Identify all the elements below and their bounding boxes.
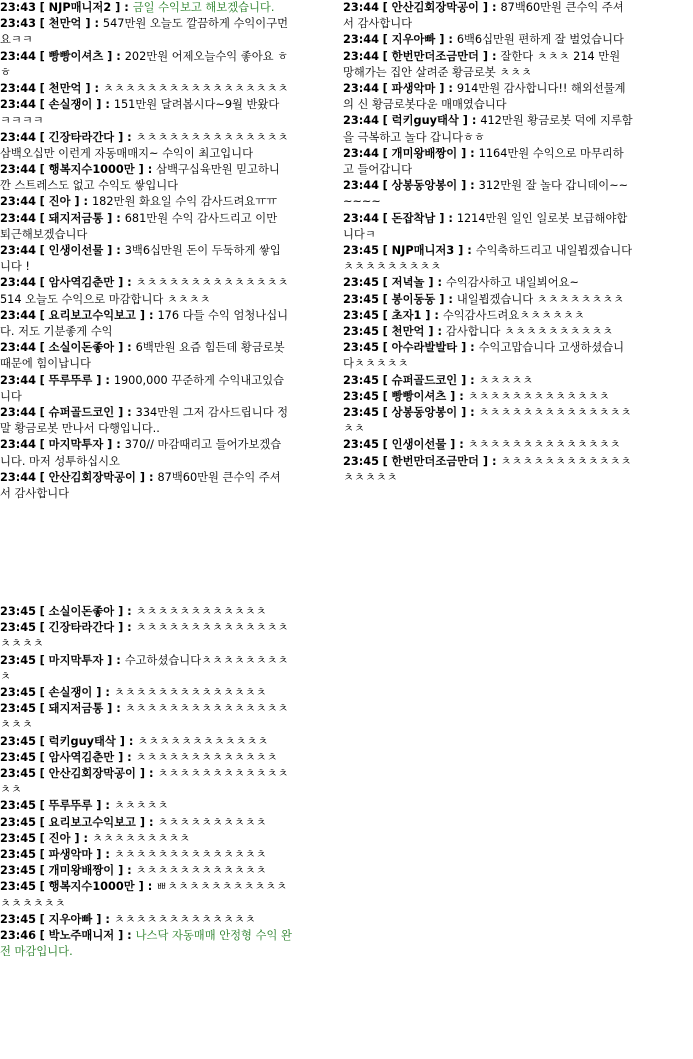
message-nickname: [ 손실쟁이 ] :	[40, 98, 114, 111]
chat-message	[343, 178, 633, 210]
message-nickname: [ 돼지저금통 ] :	[40, 702, 125, 715]
chat-message	[0, 81, 290, 97]
message-time: 23:44	[0, 244, 36, 258]
chat-message	[0, 847, 292, 863]
chat-message	[0, 685, 292, 701]
message-time: 23:44	[343, 114, 379, 128]
message-nickname: [ 암사역김춘만 ] :	[40, 751, 136, 764]
message-text: 151만원 달려봅시다~9월 반왔다ㅋㅋㅋㅋ	[0, 98, 280, 128]
message-nickname: [ 요리보고수익보고 ] :	[40, 309, 158, 322]
message-nickname: [ 손실쟁이 ] :	[40, 686, 114, 699]
message-time: 23:44	[0, 276, 36, 290]
message-nickname: [ 지우아빠 ] :	[383, 33, 457, 46]
message-text: 1900,000 꾸준하게 수익내고있습니다	[0, 373, 285, 403]
message-nickname: [ 소실이돈좋아 ] :	[40, 341, 136, 354]
message-time: 23:44	[0, 406, 36, 420]
message-text: ㅊㅊㅊㅊㅊㅊㅊㅊㅊㅊㅊㅊㅊ	[135, 750, 278, 764]
chat-message	[343, 243, 633, 275]
message-text: 6백6십만원 편하게 잘 벌었습니다	[456, 33, 624, 47]
chat-message	[343, 437, 633, 453]
message-time: 23:44	[343, 179, 379, 193]
message-text: 87백60만원 큰수익 주셔서 감사합니다	[0, 470, 281, 501]
chat-message	[0, 928, 292, 960]
chat-message	[0, 750, 292, 766]
message-nickname: [ 봉이동동 ] :	[383, 293, 457, 306]
message-text: ㅊㅊㅊㅊㅊㅊㅊㅊㅊㅊㅊㅊㅊㅊㅊㅊ	[343, 406, 632, 436]
message-nickname: [ 저녁놀 ] :	[383, 276, 446, 289]
message-nickname: [ 뚜루뚜루 ] :	[40, 374, 114, 387]
message-nickname: [ 천만억 ] :	[383, 325, 446, 338]
message-nickname: [ 요리보고수익보고 ] :	[40, 816, 158, 829]
message-nickname: [ 한번만더조금만더 ] :	[383, 455, 501, 468]
chat-message	[0, 798, 292, 814]
chat-message	[0, 405, 290, 437]
message-time: 23:45	[343, 308, 379, 322]
message-nickname: [ 행복지수1000만 ] :	[40, 163, 157, 176]
message-text: ㅊㅊㅊㅊㅊㅊㅊㅊㅊㅊㅊㅊㅊ	[113, 912, 256, 926]
message-text: 수익감사하고 내일뵈어요~	[445, 276, 580, 290]
message-nickname: [ 돈잡착남 ] :	[383, 212, 457, 225]
message-time: 23:45	[0, 864, 36, 878]
chat-message	[0, 815, 292, 831]
message-text: 수익고맙습니다 고생하셨습니다ㅊㅊㅊㅊㅊ	[343, 341, 625, 371]
message-time: 23:43	[0, 17, 36, 31]
message-nickname: [ NJP매니저3 ] :	[383, 244, 476, 257]
message-time: 23:45	[343, 276, 379, 290]
chat-message	[0, 243, 290, 275]
message-time: 23:44	[0, 195, 36, 209]
chat-message	[0, 604, 292, 620]
chat-panel-left	[0, 0, 290, 548]
message-nickname: [ 럭키guy태삭 ] :	[383, 114, 481, 127]
message-nickname: [ 진아 ] :	[40, 832, 92, 845]
message-time: 23:44	[343, 33, 379, 47]
message-nickname: [ 상봉동앙봉이 ] :	[383, 406, 479, 419]
chat-message	[0, 130, 290, 162]
message-nickname: [ 지우아빠 ] :	[40, 913, 114, 926]
message-text: 176 다들 수익 엄청나십니다. 저도 기분좋게 수익	[0, 308, 289, 339]
message-text: ㅊㅊㅊㅊㅊㅊㅊㅊㅊㅊㅊㅊㅊㅊㅊㅊㅊ	[343, 454, 632, 484]
message-nickname: [ 인생이선물 ] :	[40, 244, 125, 257]
message-text: 1164만원 수익으로 마무리하고 들어갑니다	[343, 146, 624, 177]
message-time: 23:45	[0, 815, 36, 829]
message-text: ㅊㅊㅊㅊㅊㅊㅊㅊㅊ	[91, 831, 191, 845]
message-nickname: [ 뚜루뚜루 ] :	[40, 799, 114, 812]
message-nickname: [ 안산김회장막공이 ] :	[40, 471, 158, 484]
message-text: 1214만원 일인 일로봇 보급해야합니다ㅋ	[343, 211, 628, 241]
chat-panel-bottom	[0, 604, 292, 1059]
message-text: ㅊㅊㅊㅊㅊㅊㅊㅊㅊㅊㅊㅊ	[135, 864, 267, 878]
chat-message	[0, 162, 290, 194]
message-text: 202만원 어제오늘수익 좋아요 ㅎㅎ	[0, 49, 289, 79]
message-time: 23:44	[0, 211, 36, 225]
chat-message	[0, 97, 290, 129]
chat-message	[343, 49, 633, 81]
chat-message	[0, 194, 290, 210]
message-text: 334만원 그저 감사드립니다 정말 황금로봇 만나서 다행입니다..	[0, 406, 289, 436]
chat-message	[0, 912, 292, 928]
message-nickname: [ 천만억 ] :	[40, 17, 103, 30]
message-time: 23:45	[0, 767, 36, 781]
message-time: 23:45	[343, 406, 379, 420]
message-nickname: [ 한번만더조금만더 ] :	[383, 50, 501, 63]
message-text: ㅊㅊㅊㅊㅊㅊㅊㅊㅊㅊㅊㅊ	[137, 734, 269, 748]
chat-message	[343, 211, 633, 243]
chat-message	[0, 275, 290, 307]
message-time: 23:44	[0, 470, 36, 484]
message-nickname: [ NJP매니저2 ] :	[40, 1, 133, 14]
message-nickname: [ 개미왕배짱이 ] :	[40, 864, 136, 877]
message-text: ㅃㅊㅊㅊㅊㅊㅊㅊㅊㅊㅊㅊㅊㅊㅊㅊㅊㅊ	[0, 880, 288, 910]
message-nickname: [ 마지막투자 ] :	[40, 654, 125, 667]
chat-message	[0, 620, 292, 652]
chat-message	[0, 470, 290, 502]
message-time: 23:44	[343, 1, 379, 14]
chat-message	[0, 766, 292, 798]
chat-message	[0, 831, 292, 847]
chat-message	[0, 340, 290, 372]
message-nickname: [ 슈퍼골드코인 ] :	[383, 374, 479, 387]
message-nickname: [ 초자1 ] :	[383, 309, 443, 322]
message-nickname: [ 상봉동앙봉이 ] :	[383, 179, 479, 192]
chat-message	[0, 308, 290, 340]
message-nickname: [ 인생이선물 ] :	[383, 438, 468, 451]
message-nickname: [ 긴장타라간다 ] :	[40, 621, 136, 634]
message-time: 23:44	[343, 49, 379, 63]
message-text: 내일뵙겠습니다 ㅊㅊㅊㅊㅊㅊㅊㅊ	[456, 292, 625, 306]
message-nickname: [ 빵빵이셔츠 ] :	[383, 390, 468, 403]
message-time: 23:44	[343, 211, 379, 225]
message-time: 23:44	[0, 373, 36, 387]
message-time: 23:46	[0, 929, 36, 943]
chat-panel-right	[343, 0, 633, 548]
message-nickname: [ 암사역김춘만 ] :	[40, 276, 136, 289]
message-text: 3백6십만원 돈이 두둑하게 쌓입니다 !	[0, 244, 281, 274]
message-text: ㅊㅊㅊㅊㅊ	[113, 799, 169, 813]
message-time: 23:44	[0, 341, 36, 355]
message-text: ㅊㅊㅊㅊㅊㅊㅊㅊㅊㅊㅊㅊㅊㅊ	[467, 438, 621, 452]
message-nickname: [ 안산김회장막공이 ] :	[40, 767, 158, 780]
message-text: 수익축하드리고 내일뵙겠습니다 ㅊㅊㅊㅊㅊㅊㅊㅊㅊ	[343, 244, 633, 274]
message-text: 6백만원 요즘 힘든데 황금로봇 때문에 힘이납니다	[0, 341, 285, 371]
message-nickname: [ 행복지수1000만 ] :	[40, 880, 157, 893]
message-text: 삼백구십육만원 믿고하니깐 스트레스도 없고 수익도 쌓입니다	[0, 163, 280, 193]
message-time: 23:45	[343, 389, 379, 403]
message-text: ㅊㅊㅊㅊㅊㅊㅊㅊㅊㅊㅊㅊㅊ	[467, 389, 610, 403]
message-text: 87백60만원 큰수익 주셔서 감사합니다	[343, 1, 624, 31]
message-text: 681만원 수익 감사드리고 이만 퇴근해보겠습니다	[0, 211, 278, 241]
message-time: 23:45	[343, 341, 379, 355]
chat-message	[343, 146, 633, 178]
message-text: ㅊㅊㅊㅊㅊㅊㅊㅊㅊㅊㅊㅊㅊㅊㅊㅊㅊ	[102, 82, 289, 96]
chat-message	[343, 454, 633, 486]
message-time: 23:43	[0, 1, 36, 14]
message-nickname: [ 안산김회장막공이 ] :	[383, 1, 501, 14]
message-nickname: [ 천만억 ] :	[40, 82, 103, 95]
chat-message	[0, 16, 290, 48]
message-time: 23:45	[0, 605, 36, 618]
chat-message	[0, 701, 292, 733]
message-nickname: [ 긴장타라간다 ] :	[40, 131, 136, 144]
chat-message	[343, 0, 633, 32]
chat-message	[0, 373, 290, 405]
message-text: 감사합니다 ㅊㅊㅊㅊㅊㅊㅊㅊㅊㅊ	[445, 325, 614, 339]
message-text: 수고하셨습니다ㅊㅊㅊㅊㅊㅊㅊㅊㅊ	[0, 653, 289, 683]
chat-message	[343, 308, 633, 324]
message-nickname: [ 슈퍼골드코인 ] :	[40, 406, 136, 419]
chat-message	[343, 340, 633, 372]
message-nickname: [ 마지막투자 ] :	[40, 438, 125, 451]
message-text: 수익감사드려요ㅊㅊㅊㅊㅊㅊ	[442, 308, 585, 322]
chat-message	[343, 292, 633, 308]
message-time: 23:45	[0, 686, 36, 700]
chat-message	[0, 0, 290, 16]
message-time: 23:45	[343, 244, 379, 258]
chat-message	[343, 389, 633, 405]
message-time: 23:44	[0, 438, 36, 452]
message-text: 182만원 화요일 수익 감사드려요ㅠㅠ	[91, 195, 278, 209]
message-time: 23:44	[0, 130, 36, 144]
message-text: ㅊㅊㅊㅊㅊ	[478, 373, 534, 387]
message-time: 23:45	[0, 702, 36, 716]
message-time: 23:44	[0, 98, 36, 112]
chat-message	[343, 32, 633, 48]
message-nickname: [ 파생악마 ] :	[40, 848, 114, 861]
message-time: 23:45	[343, 454, 379, 468]
message-nickname: [ 돼지저금통 ] :	[40, 212, 125, 225]
chat-message	[343, 81, 633, 113]
message-time: 23:44	[0, 82, 36, 96]
chat-message	[0, 49, 290, 81]
message-text: ㅊㅊㅊㅊㅊㅊㅊㅊㅊㅊ	[157, 815, 267, 829]
message-nickname: [ 진아 ] :	[40, 195, 92, 208]
chat-message	[0, 211, 290, 243]
message-text: 914만원 감사합니다!! 해외선물계의 신 황금로봇다운 매매였습니다	[343, 82, 626, 112]
message-time: 23:45	[0, 831, 36, 845]
message-nickname: [ 아수라발발타 ] :	[383, 341, 479, 354]
message-text: ㅊㅊㅊㅊㅊㅊㅊㅊㅊㅊㅊㅊㅊㅊ	[113, 686, 267, 700]
message-text: 금일 수익보고 해보겠습니다.	[132, 1, 275, 14]
message-time: 23:45	[0, 621, 36, 635]
chat-message	[343, 324, 633, 340]
chat-message	[0, 879, 292, 911]
message-text: ㅊㅊㅊㅊㅊㅊㅊㅊㅊㅊㅊㅊㅊㅊ 삼백오십만 이런게 자동매매지~ 수익이 최고입니다	[0, 130, 289, 160]
message-text: ㅊㅊㅊㅊㅊㅊㅊㅊㅊㅊㅊㅊㅊㅊ 514 오늘도 수익으로 마감합니다 ㅊㅊㅊㅊ	[0, 276, 289, 306]
message-text: 547만원 오늘도 깔끔하게 수익이구먼요ㅋㅋ	[0, 17, 289, 47]
message-nickname: [ 빵빵이셔츠 ] :	[40, 50, 125, 63]
message-text: 312만원 잘 놀다 갑니데이~~~~~~	[343, 179, 629, 209]
chat-message	[343, 275, 633, 291]
message-text: 370// 마감때리고 들어가보겠습니다. 마저 성투하십시오	[0, 438, 282, 468]
message-time: 23:45	[0, 734, 36, 748]
chat-message	[0, 437, 290, 469]
message-time: 23:44	[0, 163, 36, 177]
message-time: 23:45	[0, 848, 36, 862]
chat-message	[343, 113, 633, 145]
message-nickname: [ 럭키guy태삭 ] :	[40, 735, 138, 748]
message-text: 잘한다 ㅊㅊㅊ 214 만원 망해가는 집안 살려준 황금로봇 ㅊㅊㅊ	[343, 49, 621, 79]
message-time: 23:45	[0, 653, 36, 667]
message-text: 나스닥 자동매매 안정형 수익 완전 마감입니다.	[0, 929, 292, 959]
chat-message	[343, 373, 633, 389]
message-time: 23:45	[0, 912, 36, 926]
message-text: ㅊㅊㅊㅊㅊㅊㅊㅊㅊㅊㅊㅊㅊㅊㅊㅊㅊㅊ	[0, 621, 289, 651]
message-time: 23:45	[343, 438, 379, 452]
message-time: 23:44	[0, 308, 36, 322]
chat-message	[0, 734, 292, 750]
message-time: 23:45	[0, 799, 36, 813]
message-time: 23:45	[0, 750, 36, 764]
message-text: ㅊㅊㅊㅊㅊㅊㅊㅊㅊㅊㅊㅊㅊㅊㅊㅊㅊㅊ	[0, 702, 289, 732]
message-nickname: [ 소실이돈좋아 ] :	[40, 605, 136, 618]
message-time: 23:45	[343, 292, 379, 306]
message-text: ㅊㅊㅊㅊㅊㅊㅊㅊㅊㅊㅊㅊ	[135, 605, 267, 618]
message-nickname: [ 파생악마 ] :	[383, 82, 457, 95]
message-time: 23:45	[343, 325, 379, 339]
message-time: 23:44	[343, 146, 379, 160]
message-nickname: [ 개미왕배짱이 ] :	[383, 147, 479, 160]
message-time: 23:45	[343, 373, 379, 387]
chat-message	[343, 405, 633, 437]
message-text: ㅊㅊㅊㅊㅊㅊㅊㅊㅊㅊㅊㅊㅊㅊ	[113, 848, 267, 862]
message-nickname: [ 박노주매니저 ] :	[40, 929, 136, 942]
chat-message	[0, 863, 292, 879]
message-text: ㅊㅊㅊㅊㅊㅊㅊㅊㅊㅊㅊㅊㅊㅊ	[0, 767, 289, 797]
message-text: 412만원 황금로봇 덕에 지루함을 극복하고 놀다 갑니다ㅎㅎ	[343, 114, 633, 144]
chat-message	[0, 653, 292, 685]
message-time: 23:44	[343, 82, 379, 96]
message-time: 23:44	[0, 49, 36, 63]
message-time: 23:45	[0, 880, 36, 894]
